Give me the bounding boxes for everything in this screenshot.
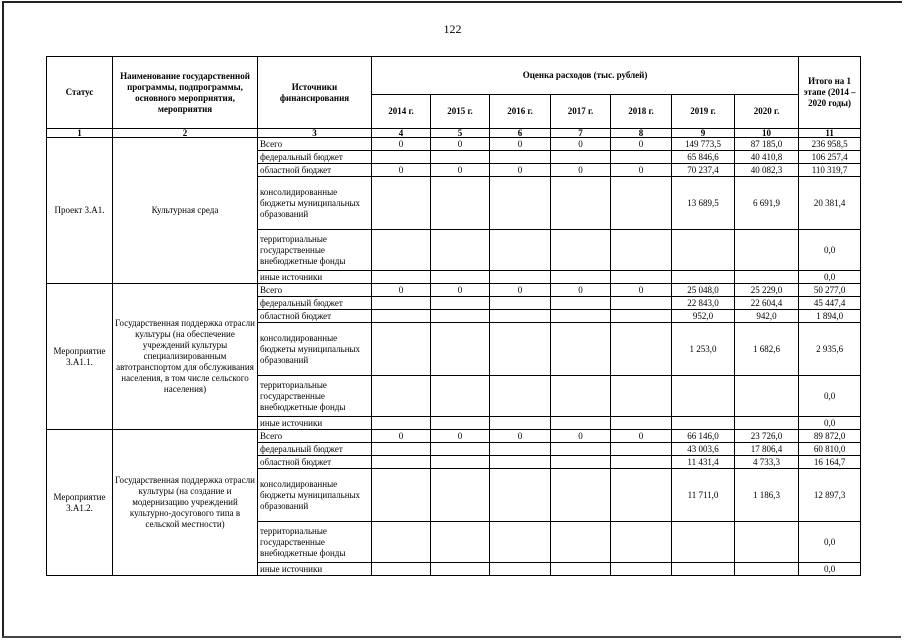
year-value-cell xyxy=(431,151,490,164)
year-value-cell xyxy=(431,522,490,563)
total-value-cell: 60 810,0 xyxy=(799,443,861,456)
funding-source-cell: Всего xyxy=(258,138,372,151)
year-value-cell xyxy=(735,522,799,563)
year-value-cell: 66 146,0 xyxy=(672,430,735,443)
year-value-cell xyxy=(431,469,490,522)
year-value-cell: 0 xyxy=(611,164,672,177)
total-value-cell: 2 935,6 xyxy=(799,323,861,376)
year-value-cell: 0 xyxy=(551,164,611,177)
year-value-cell xyxy=(490,469,551,522)
program-name-cell: Государственная поддержка отрасли культуры (на создание и модернизацию учреждений культурно-досугового типа в сельской местности) xyxy=(113,430,258,576)
table-row xyxy=(47,138,861,151)
column-numbers-row xyxy=(47,129,861,138)
header-year: 2018 г. xyxy=(611,95,672,129)
year-value-cell xyxy=(431,417,490,430)
funding-source-cell: территориальные государственные внебюджетные фонды xyxy=(258,522,372,563)
funding-source-cell: консолидированные бюджеты муниципальных образований xyxy=(258,469,372,522)
total-value-cell: 0,0 xyxy=(799,522,861,563)
year-value-cell: 65 846,6 xyxy=(672,151,735,164)
year-value-cell xyxy=(431,230,490,271)
year-value-cell xyxy=(372,417,431,430)
funding-source-cell: иные источники xyxy=(258,417,372,430)
year-value-cell xyxy=(372,151,431,164)
year-value-cell xyxy=(611,417,672,430)
year-value-cell xyxy=(490,151,551,164)
year-value-cell xyxy=(551,417,611,430)
year-value-cell xyxy=(551,151,611,164)
year-value-cell xyxy=(372,323,431,376)
year-value-cell xyxy=(372,456,431,469)
year-value-cell xyxy=(735,230,799,271)
funding-source-cell: Всего xyxy=(258,430,372,443)
year-value-cell xyxy=(611,230,672,271)
year-value-cell xyxy=(735,417,799,430)
year-value-cell: 22 604,4 xyxy=(735,297,799,310)
year-value-cell xyxy=(551,323,611,376)
funding-source-cell: областной бюджет xyxy=(258,164,372,177)
year-value-cell: 0 xyxy=(490,284,551,297)
year-value-cell: 0 xyxy=(431,430,490,443)
year-value-cell xyxy=(672,563,735,576)
year-value-cell: 0 xyxy=(431,138,490,151)
year-value-cell xyxy=(490,443,551,456)
column-number: 4 xyxy=(372,129,431,138)
funding-source-cell: федеральный бюджет xyxy=(258,443,372,456)
header-total: Итого на 1 этапе (2014 – 2020 годы) xyxy=(799,57,861,129)
year-value-cell xyxy=(372,443,431,456)
header-year: 2017 г. xyxy=(551,95,611,129)
year-value-cell xyxy=(611,151,672,164)
scan-border-bottom xyxy=(2,636,901,638)
year-value-cell xyxy=(672,417,735,430)
year-value-cell xyxy=(431,563,490,576)
year-value-cell xyxy=(735,376,799,417)
year-value-cell xyxy=(431,443,490,456)
year-value-cell xyxy=(490,177,551,230)
table-row xyxy=(47,284,861,297)
total-value-cell: 0,0 xyxy=(799,563,861,576)
total-value-cell: 0,0 xyxy=(799,417,861,430)
column-number: 11 xyxy=(799,129,861,138)
year-value-cell: 11 711,0 xyxy=(672,469,735,522)
year-value-cell xyxy=(372,271,431,284)
year-value-cell xyxy=(431,456,490,469)
funding-source-cell: федеральный бюджет xyxy=(258,151,372,164)
year-value-cell xyxy=(672,376,735,417)
year-value-cell: 17 806,4 xyxy=(735,443,799,456)
year-value-cell xyxy=(611,297,672,310)
year-value-cell xyxy=(372,297,431,310)
total-value-cell: 0,0 xyxy=(799,230,861,271)
year-value-cell xyxy=(431,177,490,230)
year-value-cell xyxy=(490,456,551,469)
year-value-cell: 13 689,5 xyxy=(672,177,735,230)
year-value-cell: 40 082,3 xyxy=(735,164,799,177)
year-value-cell xyxy=(551,456,611,469)
year-value-cell xyxy=(490,417,551,430)
header-year: 2015 г. xyxy=(431,95,490,129)
year-value-cell: 23 726,0 xyxy=(735,430,799,443)
year-value-cell: 40 410,8 xyxy=(735,151,799,164)
year-value-cell: 0 xyxy=(551,284,611,297)
year-value-cell xyxy=(431,323,490,376)
total-value-cell: 236 958,5 xyxy=(799,138,861,151)
year-value-cell: 4 733,3 xyxy=(735,456,799,469)
year-value-cell: 1 186,3 xyxy=(735,469,799,522)
year-value-cell: 22 843,0 xyxy=(672,297,735,310)
funding-source-cell: территориальные государственные внебюджетные фонды xyxy=(258,376,372,417)
year-value-cell xyxy=(490,310,551,323)
year-value-cell: 70 237,4 xyxy=(672,164,735,177)
year-value-cell xyxy=(372,563,431,576)
funding-source-cell: консолидированные бюджеты муниципальных образований xyxy=(258,177,372,230)
year-value-cell xyxy=(490,376,551,417)
year-value-cell: 0 xyxy=(611,284,672,297)
funding-source-cell: консолидированные бюджеты муниципальных образований xyxy=(258,323,372,376)
header-year: 2014 г. xyxy=(372,95,431,129)
program-name-cell: Культурная среда xyxy=(113,138,258,284)
year-value-cell xyxy=(490,323,551,376)
year-value-cell xyxy=(551,310,611,323)
year-value-cell xyxy=(611,443,672,456)
year-value-cell xyxy=(672,271,735,284)
header-year: 2016 г. xyxy=(490,95,551,129)
year-value-cell xyxy=(490,563,551,576)
year-value-cell: 0 xyxy=(372,430,431,443)
year-value-cell: 11 431,4 xyxy=(672,456,735,469)
year-value-cell xyxy=(672,230,735,271)
year-value-cell xyxy=(490,230,551,271)
column-number: 8 xyxy=(611,129,672,138)
year-value-cell xyxy=(611,271,672,284)
year-value-cell: 0 xyxy=(431,164,490,177)
year-value-cell xyxy=(490,271,551,284)
total-value-cell: 89 872,0 xyxy=(799,430,861,443)
status-cell: Мероприятие 3.A1.1. xyxy=(47,284,113,430)
year-value-cell: 87 185,0 xyxy=(735,138,799,151)
year-value-cell xyxy=(372,469,431,522)
column-number: 6 xyxy=(490,129,551,138)
page-number: 122 xyxy=(443,22,462,36)
year-value-cell: 0 xyxy=(372,138,431,151)
scan-border-left xyxy=(2,1,4,637)
column-number: 7 xyxy=(551,129,611,138)
year-value-cell xyxy=(431,297,490,310)
year-value-cell xyxy=(372,376,431,417)
year-value-cell xyxy=(490,297,551,310)
year-value-cell: 0 xyxy=(431,284,490,297)
year-value-cell xyxy=(551,177,611,230)
total-value-cell: 12 897,3 xyxy=(799,469,861,522)
year-value-cell xyxy=(372,522,431,563)
year-value-cell: 25 229,0 xyxy=(735,284,799,297)
year-value-cell xyxy=(611,469,672,522)
year-value-cell xyxy=(735,563,799,576)
funding-source-cell: Всего xyxy=(258,284,372,297)
column-number: 10 xyxy=(735,129,799,138)
column-number: 1 xyxy=(47,129,113,138)
status-cell: Мероприятие 3.A1.2. xyxy=(47,430,113,576)
year-value-cell xyxy=(551,522,611,563)
year-value-cell xyxy=(372,310,431,323)
column-number: 3 xyxy=(258,129,372,138)
total-value-cell: 50 277,0 xyxy=(799,284,861,297)
total-value-cell: 106 257,4 xyxy=(799,151,861,164)
year-value-cell: 25 048,0 xyxy=(672,284,735,297)
year-value-cell xyxy=(431,271,490,284)
year-value-cell: 0 xyxy=(372,284,431,297)
total-value-cell: 20 381,4 xyxy=(799,177,861,230)
year-value-cell: 0 xyxy=(490,430,551,443)
year-value-cell xyxy=(611,563,672,576)
year-value-cell: 0 xyxy=(490,138,551,151)
year-value-cell xyxy=(431,310,490,323)
year-value-cell xyxy=(551,563,611,576)
year-value-cell: 6 691,9 xyxy=(735,177,799,230)
year-value-cell xyxy=(611,522,672,563)
header-year: 2019 г. xyxy=(672,95,735,129)
year-value-cell: 0 xyxy=(372,164,431,177)
year-value-cell xyxy=(490,522,551,563)
status-cell: Проект 3.A1. xyxy=(47,138,113,284)
year-value-cell: 0 xyxy=(611,138,672,151)
column-number: 9 xyxy=(672,129,735,138)
year-value-cell xyxy=(431,376,490,417)
year-value-cell xyxy=(372,230,431,271)
header-name: Наименование государственной программы, подпрограммы, основного мероприятия, мероприятия xyxy=(113,57,258,129)
year-value-cell: 952,0 xyxy=(672,310,735,323)
funding-source-cell: областной бюджет xyxy=(258,310,372,323)
year-value-cell xyxy=(672,522,735,563)
year-value-cell: 0 xyxy=(490,164,551,177)
year-value-cell xyxy=(735,271,799,284)
year-value-cell xyxy=(551,230,611,271)
year-value-cell xyxy=(611,177,672,230)
total-value-cell: 110 319,7 xyxy=(799,164,861,177)
column-number: 5 xyxy=(431,129,490,138)
year-value-cell xyxy=(551,297,611,310)
year-value-cell: 0 xyxy=(551,430,611,443)
funding-source-cell: иные источники xyxy=(258,563,372,576)
total-value-cell: 1 894,0 xyxy=(799,310,861,323)
year-value-cell xyxy=(551,469,611,522)
year-value-cell: 43 003,6 xyxy=(672,443,735,456)
year-value-cell xyxy=(611,310,672,323)
year-value-cell xyxy=(611,323,672,376)
column-number: 2 xyxy=(113,129,258,138)
year-value-cell: 942,0 xyxy=(735,310,799,323)
total-value-cell: 16 164,7 xyxy=(799,456,861,469)
year-value-cell xyxy=(551,271,611,284)
year-value-cell xyxy=(551,376,611,417)
year-value-cell: 149 773,5 xyxy=(672,138,735,151)
year-value-cell xyxy=(372,177,431,230)
year-value-cell: 1 682,6 xyxy=(735,323,799,376)
scan-border-top xyxy=(3,1,902,3)
header-year: 2020 г. xyxy=(735,95,799,129)
header-status: Статус xyxy=(47,57,113,129)
year-value-cell: 1 253,0 xyxy=(672,323,735,376)
table-row xyxy=(47,430,861,443)
year-value-cell xyxy=(611,376,672,417)
funding-source-cell: территориальные государственные внебюджетные фонды xyxy=(258,230,372,271)
year-value-cell xyxy=(611,456,672,469)
total-value-cell: 0,0 xyxy=(799,376,861,417)
funding-source-cell: федеральный бюджет xyxy=(258,297,372,310)
total-value-cell: 0,0 xyxy=(799,271,861,284)
total-value-cell: 45 447,4 xyxy=(799,297,861,310)
header-sources: Источники финансирования xyxy=(258,57,372,129)
funding-source-cell: иные источники xyxy=(258,271,372,284)
year-value-cell xyxy=(551,443,611,456)
year-value-cell: 0 xyxy=(611,430,672,443)
header-row xyxy=(47,57,861,95)
program-name-cell: Государственная поддержка отрасли культуры (на обеспечение учреждений культуры специализированным автотранспортом для обслуживания населения, в том числе сельского населения) xyxy=(113,284,258,430)
funding-source-cell: областной бюджет xyxy=(258,456,372,469)
table-body xyxy=(47,138,861,576)
header-estimate: Оценка расходов (тыс. рублей) xyxy=(372,57,799,95)
expenditure-table xyxy=(46,56,861,576)
year-value-cell: 0 xyxy=(551,138,611,151)
